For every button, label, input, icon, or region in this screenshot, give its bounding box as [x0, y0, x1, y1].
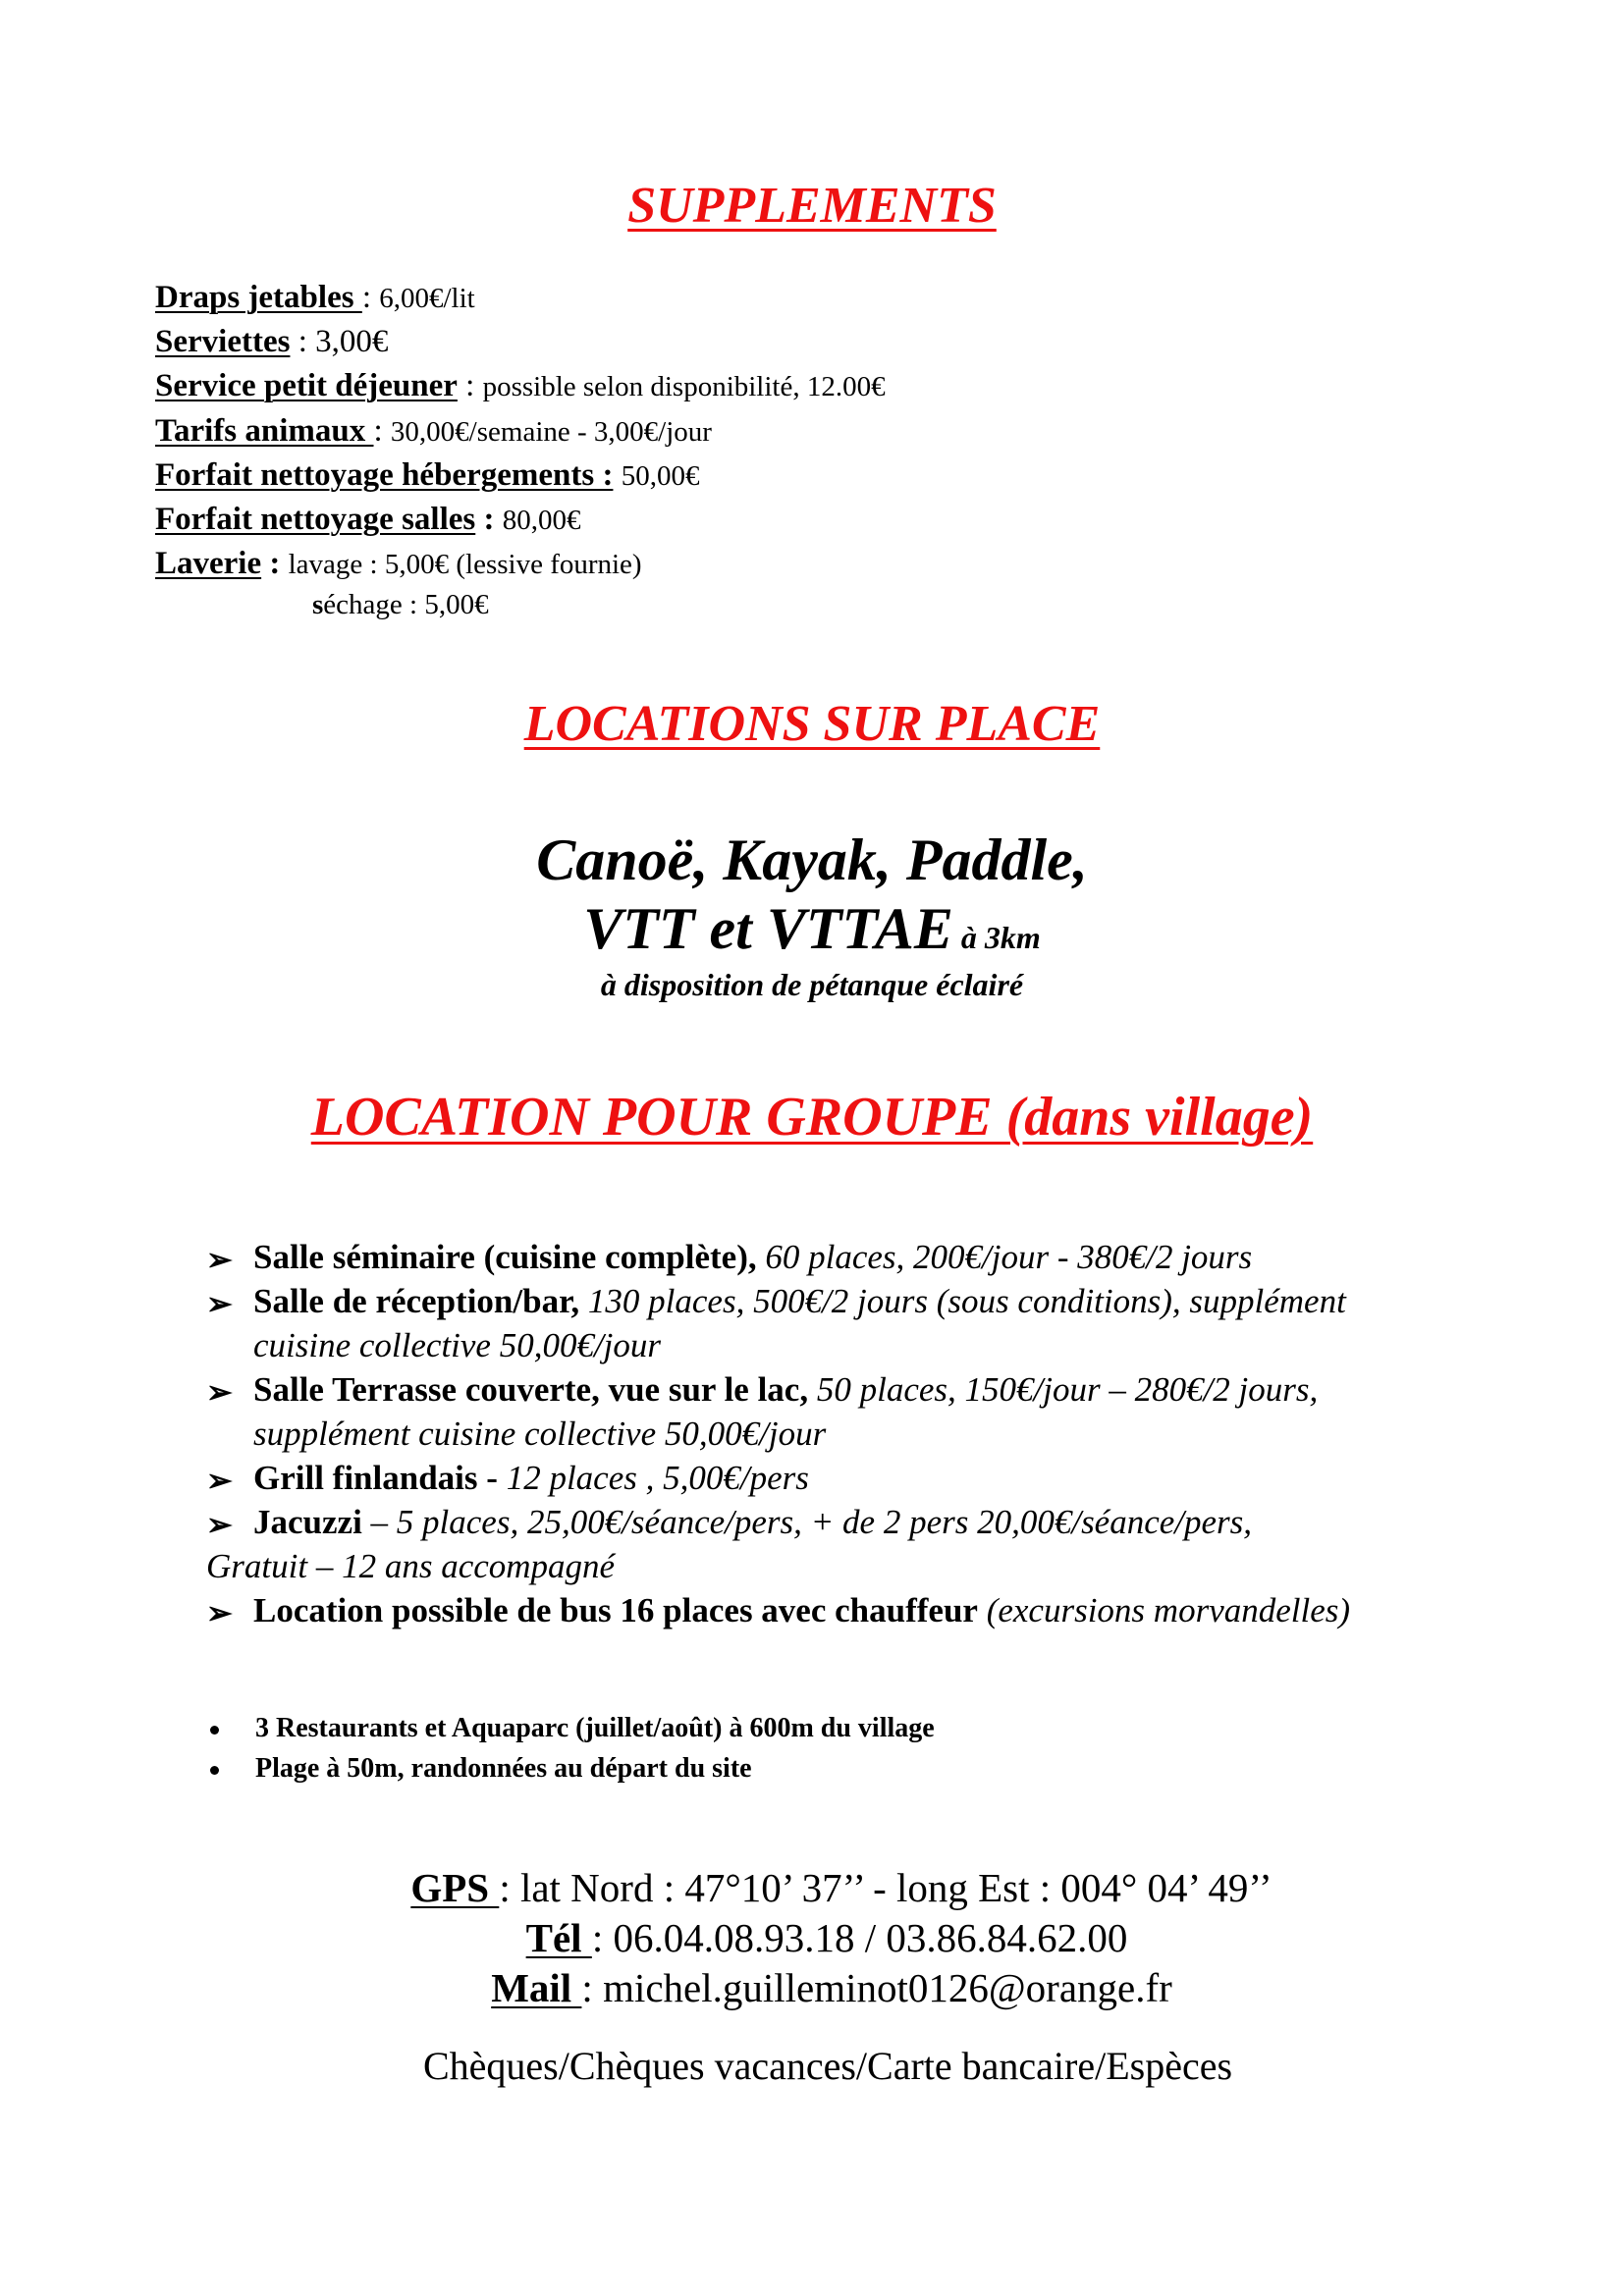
group-item-terrasse	[253, 1367, 1318, 1412]
supplement-value: 6,00€/lit	[379, 283, 475, 314]
tel-label: Tél	[525, 1915, 592, 1960]
activities-vtt: VTT et VTTAE	[583, 896, 953, 961]
supplement-value: 80,00€	[502, 505, 581, 536]
group-item-jacuzzi-cont: Gratuit – 12 ans accompagné	[206, 1547, 616, 1585]
supplement-label: Forfait nettoyage hébergements :	[155, 457, 614, 493]
group-item-bold: Grill finlandais -	[253, 1459, 498, 1497]
supplement-petit-dejeuner	[155, 364, 886, 408]
supplement-value: possible selon disponibilité, 12.00€	[482, 371, 886, 402]
activities-line-1: Canoë, Kayak, Paddle,	[536, 828, 1088, 892]
group-item-detail: 130 places, 500€/2 jours (sous conditions), supplément	[579, 1282, 1346, 1320]
mail-label: Mail	[491, 1965, 582, 2010]
group-item-bus	[253, 1588, 1350, 1632]
supplement-laverie-sechage	[312, 582, 489, 626]
supplement-label: Laverie	[155, 546, 262, 581]
group-item-bold: Salle Terrasse couverte, vue sur le lac,	[253, 1370, 809, 1409]
bullet-icon	[210, 1766, 219, 1775]
group-item-bold: Salle séminaire (cuisine complète),	[253, 1238, 757, 1276]
supplement-nettoyage-salles	[155, 498, 581, 542]
laverie-s-bold: s	[312, 589, 324, 620]
group-item-detail: 60 places, 200€/jour - 380€/2 jours	[756, 1238, 1253, 1276]
location-groupe-title: LOCATION POUR GROUPE (dans village)	[310, 1087, 1314, 1148]
activities-distance: à 3km	[952, 920, 1041, 955]
gps-label: GPS	[410, 1865, 500, 1910]
tel-value: : 06.04.08.93.18 / 03.86.84.62.00	[591, 1915, 1128, 1960]
arrow-icon: ➢	[206, 1463, 233, 1498]
group-item-grill	[253, 1456, 809, 1500]
group-item-bold: Salle de réception/bar,	[253, 1282, 580, 1320]
bullet-icon	[210, 1726, 219, 1735]
contact-tel	[15, 1914, 1624, 1961]
group-item-reception	[253, 1279, 1346, 1323]
arrow-icon: ➢	[206, 1507, 233, 1542]
info-plage: Plage à 50m, randonnées au départ du site	[255, 1753, 752, 1784]
supplement-draps	[155, 276, 475, 320]
contact-mail	[20, 1964, 1624, 2011]
supplement-laverie	[155, 542, 642, 586]
supplement-sep: :	[457, 368, 483, 403]
supplement-value: 3,00€	[315, 324, 389, 359]
supplement-label: Service petit déjeuner	[155, 368, 458, 403]
group-item-detail: 50 places, 150€/jour – 280€/2 jours,	[808, 1370, 1319, 1409]
supplement-value: 50,00€	[621, 460, 700, 492]
contact-gps	[29, 1864, 1624, 1911]
supplement-sep: :	[373, 413, 391, 449]
supplement-sep: :	[361, 280, 380, 315]
supplement-value: 30,00€/semaine - 3,00€/jour	[390, 416, 712, 448]
group-item-seminaire	[253, 1235, 1252, 1279]
supplement-nettoyage-hebergements	[155, 454, 699, 498]
supplement-label: Tarifs animaux	[155, 413, 374, 449]
supplements-title: SUPPLEMENTS	[627, 178, 997, 234]
supplement-sep: :	[261, 546, 289, 581]
group-item-bold: Location possible de bus 16 places avec chauffeur	[253, 1591, 978, 1629]
gps-value: : lat Nord : 47°10’ 37’’ - long Est : 004° 04’ 49’’	[499, 1865, 1272, 1910]
supplement-label: Draps jetables	[155, 280, 362, 315]
locations-sur-place-title: LOCATIONS SUR PLACE	[523, 696, 1101, 752]
group-item-detail: – 5 places, 25,00€/séance/pers, + de 2 pers 20,00€/séance/pers,	[361, 1503, 1253, 1541]
arrow-icon: ➢	[206, 1242, 233, 1277]
supplement-sep: :	[475, 502, 503, 537]
group-item-reception-cont: cuisine collective 50,00€/jour	[253, 1326, 662, 1364]
info-restaurants: 3 Restaurants et Aquaparc (juillet/août) à 600m du village	[255, 1713, 935, 1743]
group-item-terrasse-cont: supplément cuisine collective 50,00€/jour	[253, 1415, 827, 1453]
group-item-jacuzzi	[253, 1500, 1252, 1544]
group-item-detail: (excursions morvandelles)	[977, 1591, 1351, 1629]
arrow-icon: ➢	[206, 1286, 233, 1321]
activities-line-2	[0, 895, 1624, 963]
supplement-animaux	[155, 409, 712, 454]
supplement-sep: :	[290, 324, 316, 359]
group-item-bold: Jacuzzi	[253, 1503, 362, 1541]
group-item-detail: 12 places , 5,00€/pers	[497, 1459, 809, 1497]
supplement-label: Forfait nettoyage salles	[155, 502, 476, 537]
arrow-icon: ➢	[206, 1374, 233, 1410]
supplement-sep	[613, 457, 621, 493]
supplement-serviettes	[155, 320, 388, 363]
activities-petanque: à disposition de pétanque éclairé	[600, 967, 1024, 1002]
payment-methods: Chèques/Chèques vacances/Carte bancaire/Espèces	[422, 2044, 1233, 2088]
supplement-value: lavage : 5,00€ (lessive fournie)	[288, 549, 642, 580]
laverie-sechage-value: échage : 5,00€	[323, 589, 489, 620]
supplement-label: Serviettes	[155, 324, 291, 359]
mail-value[interactable]: : michel.guilleminot0126@orange.fr	[581, 1965, 1172, 2010]
arrow-icon: ➢	[206, 1595, 233, 1630]
